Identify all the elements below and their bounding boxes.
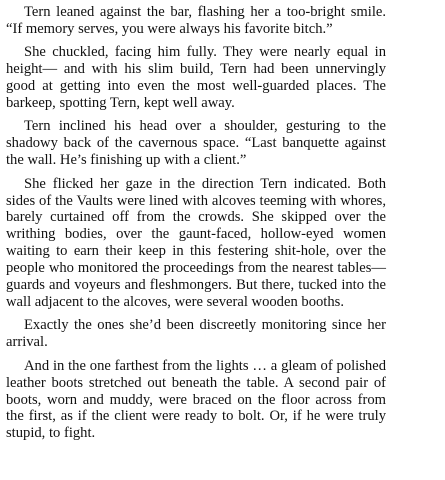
paragraph-6: And in the one farthest from the lights … a gleam of polished leather boots stretched out beneath the table. A second pair of boots, worn and muddy, were braced on the floor across from the first, as if the client were ready to bolt. Or, if he were truly stupid, to fight.	[6, 357, 386, 442]
paragraph-5: Exactly the ones she’d been discreetly monitoring since her arrival.	[6, 317, 386, 351]
paragraph-4: She flicked her gaze in the direction Tern indicated. Both sides of the Vaults were lined with alcoves teeming with whores, barely curtained off from the crowds. She skipped over the writhing bodies, over the gaunt-faced, hollow-eyed women waiting to earn their keep in this festering shit-hole, over the people who monitored the proceedings from the nearest tables—guards and voyeurs and fleshmongers. But there, tucked into the wall adjacent to the alcoves, were several wooden booths.	[6, 175, 386, 310]
paragraph-2: She chuckled, facing him fully. They were nearly equal in height— and with his slim build, Tern had been unnervingly good at getting into even the most well-guarded places. The barkeep, spotting Tern, kept well away.	[6, 44, 386, 112]
paragraph-1: Tern leaned against the bar, flashing her a too-bright smile. “If memory serves, you were always his favorite bitch.”	[6, 4, 386, 37]
paragraph-3: Tern inclined his head over a shoulder, gesturing to the shadowy back of the cavernous space. “Last banquette against the wall. He’s finishing up with a client.”	[6, 118, 386, 169]
book-page	[6, 4, 386, 442]
